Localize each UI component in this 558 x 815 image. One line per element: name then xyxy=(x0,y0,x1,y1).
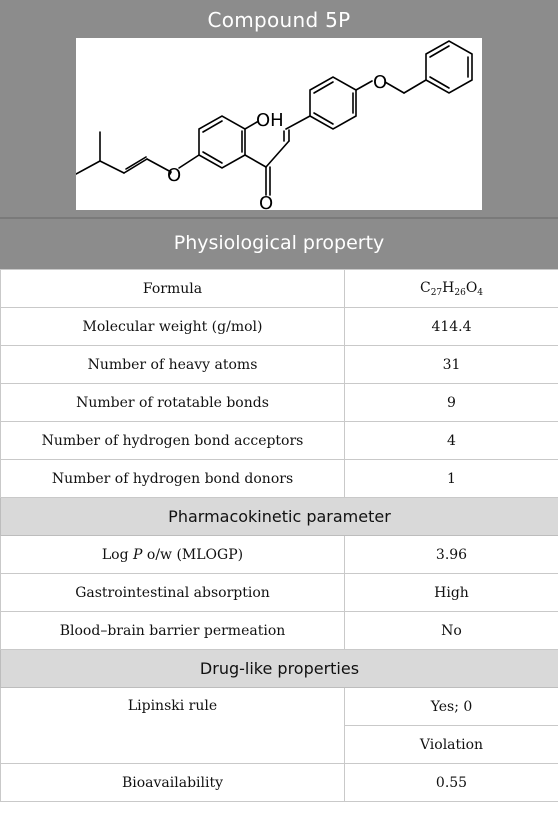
table-row xyxy=(1,688,558,726)
table-row xyxy=(1,270,558,308)
logp-value: 3.96 xyxy=(345,536,558,574)
chemical-structure xyxy=(76,38,482,210)
molecular-weight-value: 414.4 xyxy=(345,308,558,346)
ether-oxygen-right-label: O xyxy=(373,72,388,93)
carbonyl-oxygen-label: O xyxy=(259,193,274,210)
rotatable-bonds-label: Number of rotatable bonds xyxy=(1,384,345,422)
lipinski-value-line1: Yes; 0 xyxy=(345,688,558,726)
ether-oxygen-left-label: O xyxy=(167,165,182,186)
compound-title: Compound 5P xyxy=(207,8,351,32)
bbb-permeation-label: Blood–brain barrier permeation xyxy=(1,612,345,650)
rotatable-bonds-value: 9 xyxy=(345,384,558,422)
table-row xyxy=(1,308,558,346)
hbond-donors-value: 1 xyxy=(345,460,558,498)
lipinski-label: Lipinski rule xyxy=(1,688,345,764)
title-band xyxy=(0,0,558,217)
pharmacokinetic-header: Pharmacokinetic parameter xyxy=(1,498,558,536)
table-row xyxy=(1,346,558,384)
table-row xyxy=(1,764,558,802)
section-header xyxy=(1,498,558,536)
structure-drawing xyxy=(76,38,482,210)
formula-value: $C_{27}H_{26}O_4$ xyxy=(345,270,558,308)
physiological-header xyxy=(0,217,558,269)
table-row xyxy=(1,574,558,612)
lipinski-value-line2: Violation xyxy=(345,726,558,764)
gi-absorption-label: Gastrointestinal absorption xyxy=(1,574,345,612)
hbond-acceptors-label: Number of hydrogen bond acceptors xyxy=(1,422,345,460)
table-row xyxy=(1,460,558,498)
physiological-header-text: Physiological property xyxy=(173,232,385,254)
bbb-permeation-value: No xyxy=(345,612,558,650)
property-table xyxy=(0,269,558,802)
formula-label: Formula xyxy=(1,270,345,308)
section-header xyxy=(1,650,558,688)
gi-absorption-value: High xyxy=(345,574,558,612)
bioavailability-label: Bioavailability xyxy=(1,764,345,802)
table-row xyxy=(1,384,558,422)
heavy-atoms-label: Number of heavy atoms xyxy=(1,346,345,384)
hbond-acceptors-value: 4 xyxy=(345,422,558,460)
heavy-atoms-value: 31 xyxy=(345,346,558,384)
table-row xyxy=(1,422,558,460)
druglike-header: Drug-like properties xyxy=(1,650,558,688)
bioavailability-value: 0.55 xyxy=(345,764,558,802)
hbond-donors-label: Number of hydrogen bond donors xyxy=(1,460,345,498)
hydroxyl-label: OH xyxy=(256,110,284,131)
table-row xyxy=(1,612,558,650)
molecular-weight-label: Molecular weight (g/mol) xyxy=(1,308,345,346)
logp-label: Log P o/w (MLOGP) xyxy=(1,536,345,574)
table-row xyxy=(1,536,558,574)
